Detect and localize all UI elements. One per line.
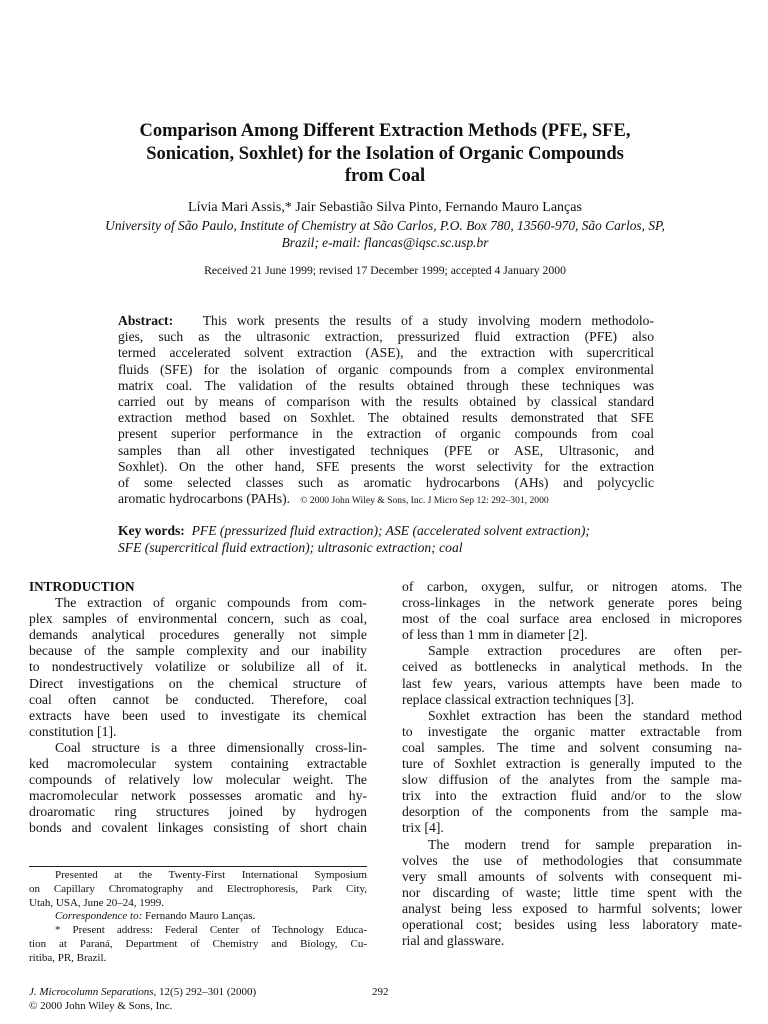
body-line: trix [4]. [402,820,444,836]
body-line: trix into the extraction fluid and/or to the slow [402,788,742,804]
authors: Lívia Mari Assis,* Jair Sebastião Silva Pinto, Fernando Mauro Lanças [188,200,582,215]
body-line: macromolecular network possesses aromatic and hy- [29,788,367,804]
body-line: Sample extraction procedures are often per- [428,643,742,659]
abstract-line: of some selected classes such as aromatic hydrocarbons (AHs) and polycyclic [118,475,654,491]
page-number: 292 [372,986,389,998]
body-line: to investigate the organic matter extractable from [402,723,742,739]
footnote-line: Utah, USA, June 20–24, 1999. [29,896,165,909]
footnote-line: Presented at the Twenty-First International Symposium [55,869,367,881]
abstract-line: present superior performance in the extraction of organic compounds from coal [118,426,654,442]
body-line: very small amounts of solvents with consequent mi- [402,868,742,884]
body-line: Direct investigations on the chemical structure of [29,675,367,691]
body-line: because of the sample complexity and our inability [29,643,367,659]
body-line: most of the coal surface area enclosed in micropores [402,611,742,627]
right-column [402,579,742,949]
body-line: ture of Soxhlet extraction is generally imputed to the [402,756,742,772]
body-line: nor discarding of waste; little time spent with the [402,884,742,900]
body-line: The modern trend for sample preparation in- [428,836,742,852]
abstract-line [118,491,654,509]
title-line: from Coal [344,166,426,186]
abstract-copyright: © 2000 John Wiley & Sons, Inc. J Micro Sep 12: 292–301, 2000 [300,495,549,507]
abstract-line: Soxhlet). On the other hand, SFE presents the worst selectivity for the extraction [118,458,654,474]
body-line: rial and glassware. [402,933,505,949]
correspondence-line [29,910,367,924]
abstract-text: aromatic hydrocarbons (PAHs). [118,491,291,507]
body-line: last few years, various attempts have been made to [402,675,742,691]
keywords-text: PFE (pressurized fluid extraction); ASE (accelerated solvent extraction); [191,523,590,538]
left-column [29,579,367,837]
body-line: of carbon, oxygen, sulfur, or nitrogen atoms. The [402,579,742,594]
abstract-line: samples than all other investigated techniques (PFE or ASE, Ultrasonic, and [118,442,654,458]
footnote-line: tion at Paraná, Department of Chemistry and Biology, Cu- [29,937,367,950]
body-line: plex samples of environmental concern, such as coal, [29,611,367,627]
footnote-line: ritiba, PR, Brazil. [29,951,107,964]
affiliation [60,217,710,251]
abstract-line: extraction method based on Soxhlet. The obtained results demonstrated that SFE [118,410,654,426]
keywords-label: Key words: [118,523,185,538]
affiliation-line: Brazil; e-mail: flancas@iqsc.sc.usp.br [281,235,489,250]
body-line: coal often cannot be conducted. Therefore, coal [29,691,367,707]
body-line: cross-linkages in the network generate pores being [402,595,742,611]
abstract-line: carried out by means of comparison with the results obtained by classical standard [118,394,654,410]
title-line: Comparison Among Different Extraction Methods (PFE, SFE, [139,121,631,141]
journal-name: J. Microcolumn Separations [29,986,154,998]
body-line: coal samples. The time and solvent consuming na- [402,739,742,755]
body-line: volves the use of methodologies that consummate [402,852,742,868]
body-line: extracts have been used to investigate its chemical [29,707,367,723]
section-heading: INTRODUCTION [29,579,135,594]
body-line: desorption of the components from the sample ma- [402,804,742,820]
abstract-text: This work presents the results of a study involving modern methodolo- [202,313,655,328]
title-line: Sonication, Soxhlet) for the Isolation of Organic Compounds [146,143,624,164]
body-line: ked macromolecular system containing extractable [29,756,367,772]
body-line: replace classical extraction techniques [3]. [402,691,635,707]
body-line: droaromatic ring structures joined by hydrogen [29,804,367,820]
keywords-line [118,522,654,539]
body-line: of less than 1 mm in diameter [2]. [402,627,588,643]
abstract [118,313,654,509]
abstract-line: matrix coal. The validation of the results obtained through these techniques was [118,377,654,393]
copyright: © 2000 John Wiley & Sons, Inc. [29,1000,173,1012]
article-title [90,120,680,188]
abstract-line: gies, such as the ultrasonic extraction, pressurized fluid extraction (PFE) also [118,329,654,345]
journal-footer [29,985,256,1013]
body-line: analyst being less exposed to harmful solvents; lower [402,900,742,916]
footnotes [29,869,367,966]
journal-citation [29,985,256,999]
footnote-divider [29,866,367,867]
received-dates: Received 21 June 1999; revised 17 December 1999; accepted 4 January 2000 [204,264,566,277]
body-line: compounds of relatively low molecular weight. The [29,772,367,788]
body-line: demands analytical procedures generally not simple [29,627,367,643]
body-line: The extraction of organic compounds from com- [55,595,367,611]
body-line: operational cost; besides using less laboratory mate- [402,916,742,932]
body-line: slow diffusion of the analytes from the sample ma- [402,772,742,788]
abstract-line: fluids (SFE) for the isolation of organic compounds from a complex environmental [118,361,654,377]
body-line: bonds and covalent linkages consisting of short chain [29,820,367,836]
journal-volume: , 12(5) 292–301 (2000) [153,986,257,998]
footnote-line: * Present address: Federal Center of Technology Educa- [55,924,367,937]
body-line: constitution [1]. [29,723,117,739]
body-line: Soxhlet extraction has been the standard method [428,707,742,723]
body-line: Coal structure is a three dimensionally cross-lin- [55,739,367,755]
abstract-line [118,313,654,329]
body-line: to nondestructively volatilize or solubilize all of it. [29,659,367,675]
correspondence-label: Correspondence to: [55,910,143,923]
abstract-line: termed accelerated solvent extraction (ASE), and the extraction with supercritical [118,345,654,361]
affiliation-line: University of São Paulo, Institute of Chemistry at São Carlos, P.O. Box 780, 13560-970, São Carlos, SP, [105,218,665,233]
footnote-line: on Capillary Chromatography and Electrophoresis, Park City, [29,882,367,895]
keywords [118,522,654,556]
body-line: ceived as bottlenecks in analytical methods. In the [402,659,742,675]
keywords-line: SFE (supercritical fluid extraction); ultrasonic extraction; coal [118,540,463,555]
correspondence-name: Fernando Mauro Lanças. [145,910,256,923]
abstract-label: Abstract: [118,313,174,328]
